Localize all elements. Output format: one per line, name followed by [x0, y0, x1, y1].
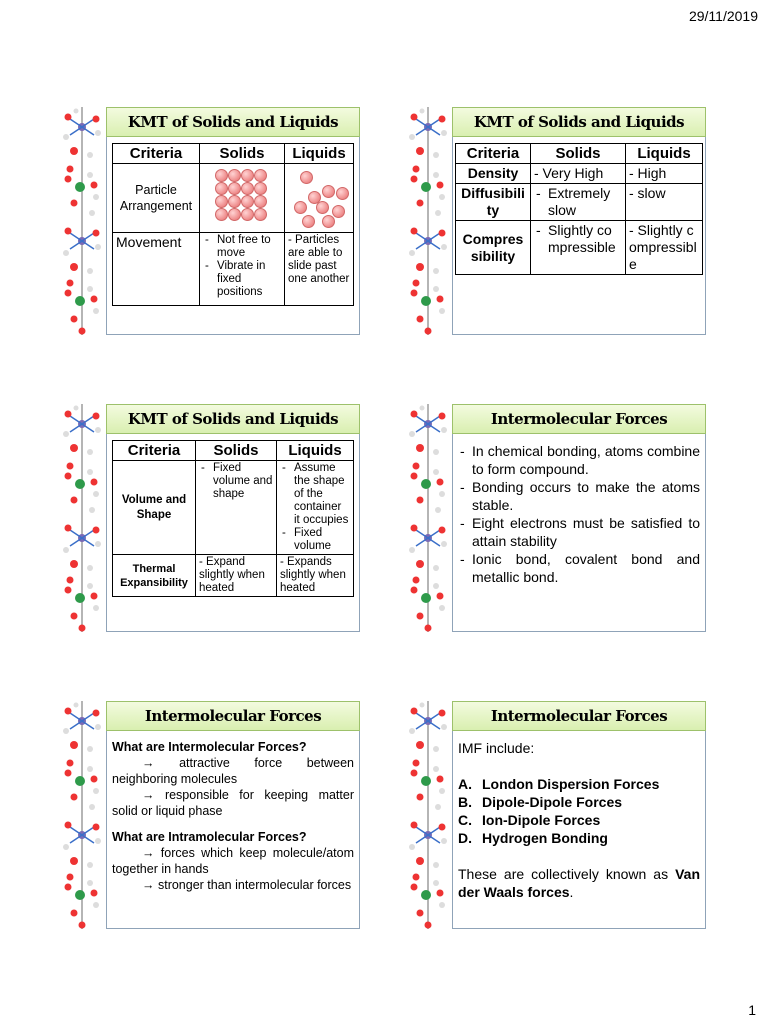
row-label-compressibility: Compressibility — [456, 221, 531, 275]
document-date: 29/11/2019 — [688, 8, 758, 24]
kmt-table — [455, 143, 703, 275]
row-label-thermal-expansibility: Thermal Expansibility — [113, 555, 196, 597]
imf-item: A. London Dispersion Forces — [458, 776, 660, 792]
answer-line: → attractive force between neighboring molecules — [112, 756, 354, 786]
solids-movement-item: - Not free to move — [203, 234, 281, 260]
slide-title: KMT of Solids and Liquids — [106, 404, 360, 434]
molecule-decoration — [406, 107, 450, 335]
kmt-table — [112, 440, 354, 597]
solids-compressibility-cell — [531, 221, 626, 275]
liquids-density: - High — [626, 164, 703, 184]
solids-diffusibility: - Extremely slow — [534, 185, 622, 219]
header-criteria: Criteria — [113, 441, 196, 461]
imf-list — [458, 775, 700, 847]
imf-closing: These are collectively known as Van der Waals forces. — [458, 866, 700, 900]
slide-5 — [60, 701, 360, 929]
slide-1 — [60, 107, 360, 335]
row-label-movement: Movement — [113, 233, 200, 306]
bullet-item: - Bonding occurs to make the atoms stable. — [458, 478, 700, 514]
solids-compressibility: - Slightly compressible — [534, 222, 622, 256]
liquids-diffusibility: - slow — [626, 184, 703, 221]
imf-intro: IMF include: — [458, 740, 535, 756]
imf-item: D. Hydrogen Bonding — [458, 830, 608, 846]
solids-diffusibility-cell — [531, 184, 626, 221]
bullet-item: - Eight electrons must be satisfied to attain stability — [458, 514, 700, 550]
liquids-thermal: - Expands slightly when heated — [277, 555, 354, 597]
liquids-volume-cell — [277, 461, 354, 555]
slide-title: Intermolecular Forces — [452, 701, 706, 731]
liquids-volume-item: - Assume the shape of the container it occupies — [280, 462, 350, 527]
solids-particle-grid — [203, 165, 281, 227]
row-label-volume-and-shape: Volume and Shape — [113, 461, 196, 555]
page-number: 1 — [748, 1002, 756, 1018]
van-der-waals-label: Van der Waals forces — [458, 866, 700, 900]
bullet-list — [458, 442, 700, 586]
answer-line: → responsible for keeping matter solid or liquid phase — [112, 788, 354, 818]
liquids-volume-item: - Fixed volume — [280, 527, 350, 553]
slide-title: KMT of Solids and Liquids — [106, 107, 360, 137]
answer-line: → forces which keep molecule/atom together in hands — [112, 846, 354, 876]
bullet-item: - Ionic bond, covalent bond and metallic bond. — [458, 550, 700, 586]
slide-2 — [406, 107, 706, 335]
slide-title: Intermolecular Forces — [452, 404, 706, 434]
slide-3 — [60, 404, 360, 632]
kmt-table — [112, 143, 354, 306]
imf-item: C. Ion-Dipole Forces — [458, 812, 601, 828]
slide-title: Intermolecular Forces — [106, 701, 360, 731]
slide-4 — [406, 404, 706, 632]
row-label-density: Density — [456, 164, 531, 184]
row-label-particle-arrangement: Particle Arrangement — [113, 164, 200, 233]
liquids-particles-cell — [285, 164, 354, 233]
header-solids: Solids — [200, 144, 285, 164]
header-criteria: Criteria — [113, 144, 200, 164]
molecule-decoration — [60, 107, 104, 335]
liquids-compressibility: - Slightly compressible — [626, 221, 703, 275]
liquids-particle-scatter — [288, 165, 350, 227]
molecule-decoration — [60, 404, 104, 632]
imf-item: B. Dipole-Dipole Forces — [458, 794, 623, 810]
header-solids: Solids — [531, 144, 626, 164]
solids-density: - Very High — [531, 164, 626, 184]
slide-6 — [406, 701, 706, 929]
solids-thermal: - Expand slightly when heated — [196, 555, 277, 597]
header-liquids: Liquids — [285, 144, 354, 164]
molecule-decoration — [406, 701, 450, 929]
slide-title: KMT of Solids and Liquids — [452, 107, 706, 137]
molecule-decoration — [60, 701, 104, 929]
header-liquids: Liquids — [277, 441, 354, 461]
solids-particles-cell — [200, 164, 285, 233]
solids-volume-cell — [196, 461, 277, 555]
question-intramolecular: What are Intramolecular Forces? — [112, 830, 307, 844]
solids-movement-cell — [200, 233, 285, 306]
solids-volume-item: - Fixed volume and shape — [199, 462, 273, 501]
molecule-decoration — [406, 404, 450, 632]
header-criteria: Criteria — [456, 144, 531, 164]
liquids-movement-cell: - Particles are able to slide past one another — [285, 233, 354, 306]
row-label-diffusibility: Diffusibility — [456, 184, 531, 221]
solids-movement-item: - Vibrate in fixed positions — [203, 260, 281, 299]
header-solids: Solids — [196, 441, 277, 461]
question-intermolecular: What are Intermolecular Forces? — [112, 740, 307, 754]
header-liquids: Liquids — [626, 144, 703, 164]
answer-line: → stronger than intermolecular forces — [142, 878, 352, 892]
bullet-item: - In chemical bonding, atoms combine to form compound. — [458, 442, 700, 478]
